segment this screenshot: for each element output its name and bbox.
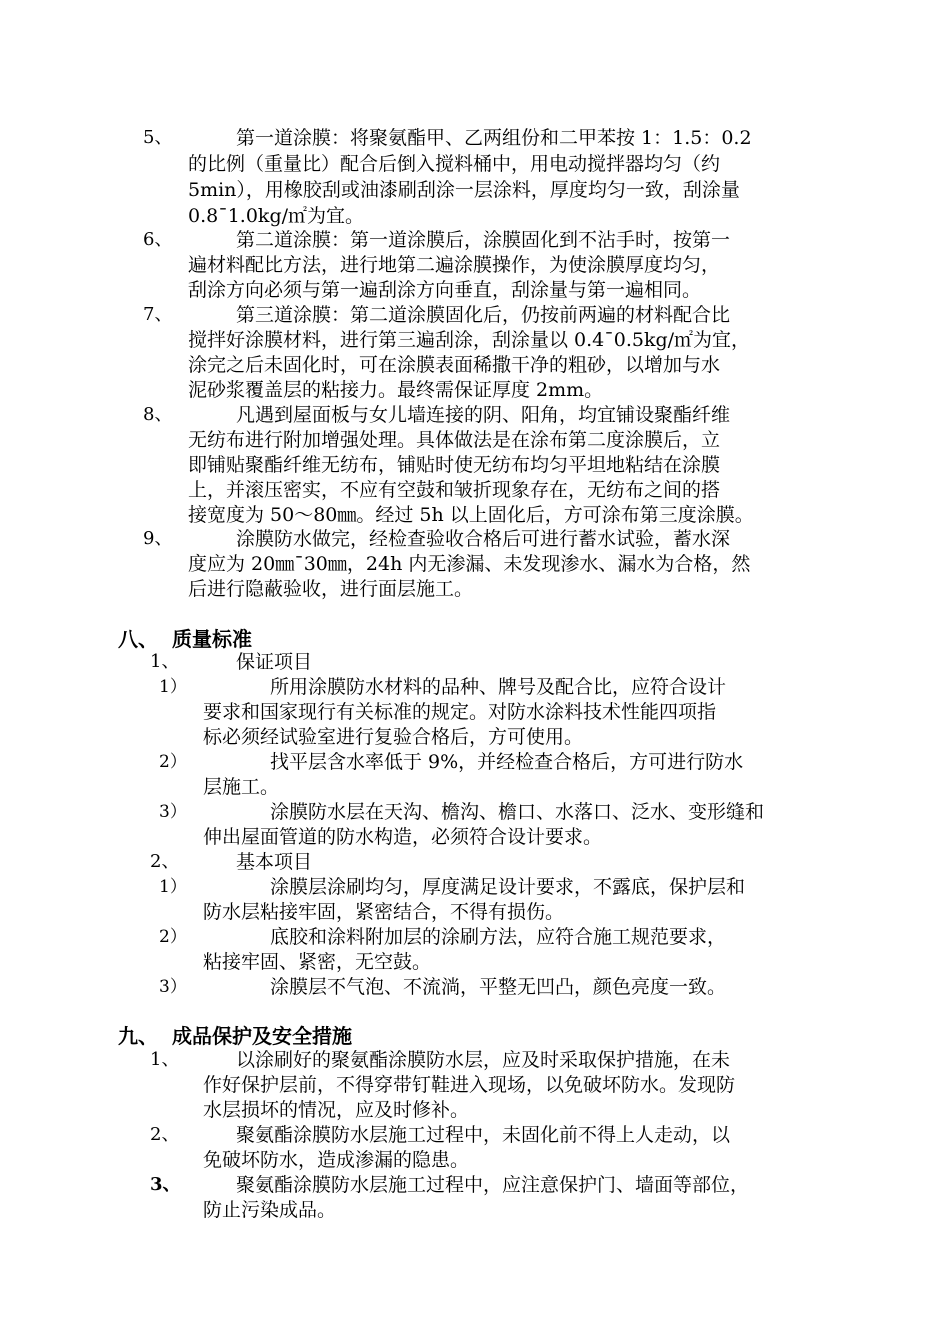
sub-item-text: 涂膜防水层在天沟、檐沟、檐口、水落口、泛水、变形缝和: [270, 801, 765, 823]
sub-item-text: 粘接牢固、紧密，无空鼓。: [203, 951, 432, 973]
list-item-text: 作好保护层前，不得穿带钉鞋进入现场，以免破坏防水。发现防: [203, 1074, 736, 1096]
list-item-number: 2、: [150, 1124, 180, 1145]
subsection-label: 保证项目: [236, 651, 313, 673]
list-item-text: 接宽度为 50～80㎜。经过 5h 以上固化后，方可涂布第三度涂膜。: [188, 504, 754, 526]
list-item-text: 后进行隐蔽验收，进行面层施工。: [188, 578, 474, 600]
sub-item-text: 伸出屋面管道的防水构造，必须符合设计要求。: [203, 826, 603, 848]
list-item-number: 9、: [143, 528, 173, 549]
subsection-label: 基本项目: [236, 851, 313, 873]
section-number: 八、: [118, 627, 158, 651]
sub-item-number: 1）: [159, 677, 187, 697]
list-item-number: 6、: [143, 229, 173, 250]
list-item-text: 免破坏防水，造成渗漏的隐患。: [203, 1149, 470, 1171]
list-item-number: 7、: [143, 304, 173, 325]
list-item-number: 5、: [143, 127, 173, 148]
list-item-text: 涂膜防水做完，经检查验收合格后可进行蓄水试验，蓄水深: [236, 528, 731, 550]
list-item-text: 聚氨酯涂膜防水层施工过程中，未固化前不得上人走动，以: [236, 1124, 731, 1146]
sub-item-number: 2）: [159, 752, 187, 772]
section-title: 成品保护及安全措施: [172, 1024, 352, 1048]
list-item-text: 0.8¯1.0kg/㎡为宜。: [188, 205, 365, 227]
subsection-number: 2、: [150, 851, 180, 872]
list-item-text: 刮涂方向必须与第一遍刮涂方向垂直，刮涂量与第一遍相同。: [188, 279, 702, 301]
list-item-text: 凡遇到屋面板与女儿墙连接的阴、阳角，均宜铺设聚酯纤维: [236, 404, 731, 426]
list-item-number: 8、: [143, 404, 173, 425]
list-item-text: 5min），用橡胶刮或油漆刷刮涂一层涂料，厚度均匀一致，刮涂量: [188, 179, 740, 201]
list-item-text: 遍材料配比方法，进行地第二遍涂膜操作，为使涂膜厚度均匀，: [188, 254, 721, 276]
sub-item-number: 2）: [159, 927, 187, 947]
list-item-text: 防止污染成品。: [203, 1199, 337, 1221]
list-item-text: 上，并滚压密实，不应有空鼓和皱折现象存在，无纺布之间的搭: [188, 479, 721, 501]
section-title: 质量标准: [172, 627, 252, 651]
list-item-text: 第一道涂膜：将聚氨酯甲、乙两组份和二甲苯按 1：1.5：0.2: [236, 127, 752, 149]
list-item-text: 度应为 20㎜¯30㎜，24h 内无渗漏、未发现渗水、漏水为合格，然: [188, 553, 751, 575]
sub-item-number: 1）: [159, 877, 187, 897]
list-item-number: 1、: [150, 1049, 180, 1070]
sub-item-text: 底胶和涂料附加层的涂刷方法，应符合施工规范要求，: [270, 926, 727, 948]
list-item-text: 第二道涂膜：第一道涂膜后，涂膜固化到不沾手时，按第一: [236, 229, 731, 251]
list-item-text: 以涂刷好的聚氨酯涂膜防水层，应及时采取保护措施，在未: [236, 1049, 731, 1071]
sub-item-text: 所用涂膜防水材料的品种、牌号及配合比，应符合设计: [270, 676, 727, 698]
sub-item-text: 找平层含水率低于 9%，并经检查合格后，方可进行防水: [270, 751, 744, 773]
list-item-text: 第三道涂膜：第二道涂膜固化后，仍按前两遍的材料配合比: [236, 304, 731, 326]
sub-item-number: 3）: [159, 977, 187, 997]
sub-item-text: 涂膜层不气泡、不流淌，平整无凹凸，颜色亮度一致。: [270, 976, 727, 998]
list-item-text: 无纺布进行附加增强处理。具体做法是在涂布第二度涂膜后，立: [188, 429, 721, 451]
list-item-text: 即铺贴聚酯纤维无纺布，铺贴时使无纺布均匀平坦地粘结在涂膜: [188, 454, 721, 476]
list-item-number: 3、: [150, 1174, 181, 1195]
list-item-text: 涂完之后未固化时，可在涂膜表面稀撒干净的粗砂，以增加与水: [188, 354, 721, 376]
sub-item-text: 要求和国家现行有关标准的规定。对防水涂料技术性能四项指: [203, 701, 717, 723]
list-item-text: 的比例（重量比）配合后倒入搅料桶中，用电动搅拌器均匀（约: [188, 153, 721, 175]
sub-item-number: 3）: [159, 802, 187, 822]
list-item-text: 搅拌好涂膜材料，进行第三遍刮涂，刮涂量以 0.4¯0.5kg/㎡为宜，: [188, 329, 751, 351]
sub-item-text: 层施工。: [203, 776, 280, 798]
section-number: 九、: [118, 1024, 158, 1048]
list-item-text: 水层损坏的情况，应及时修补。: [203, 1099, 470, 1121]
sub-item-text: 标必须经试验室进行复验合格后，方可使用。: [203, 726, 584, 748]
list-item-text: 泥砂浆覆盖层的粘接力。最终需保证厚度 2mm。: [188, 379, 604, 401]
subsection-number: 1、: [150, 651, 180, 672]
sub-item-text: 防水层粘接牢固，紧密结合，不得有损伤。: [203, 901, 565, 923]
sub-item-text: 涂膜层涂刷均匀，厚度满足设计要求，不露底，保护层和: [270, 876, 746, 898]
list-item-text: 聚氨酯涂膜防水层施工过程中，应注意保护门、墙面等部位，: [236, 1174, 750, 1196]
